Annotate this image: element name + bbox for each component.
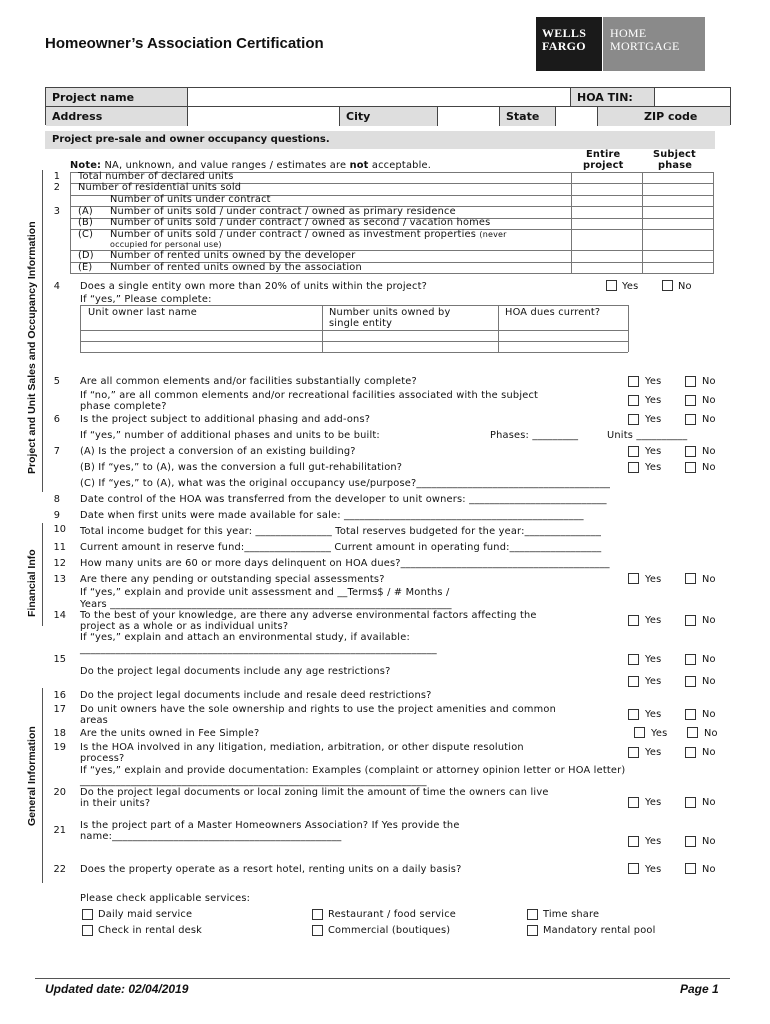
- row-3e: Number of rented units owned by the association: [110, 262, 362, 273]
- q4-th-dues: HOA dues current?: [505, 307, 601, 318]
- q21-yes-label: Yes: [645, 836, 662, 847]
- state-label: State: [500, 107, 556, 126]
- num-22: 22: [53, 864, 66, 875]
- q5-yes-label: Yes: [645, 376, 662, 387]
- wells-fargo-logo: [536, 17, 602, 71]
- q18-no-label: No: [704, 728, 718, 739]
- num-9: 9: [53, 510, 60, 521]
- daily-maid-checkbox[interactable]: [82, 909, 93, 920]
- num-11: 11: [53, 542, 66, 553]
- q20-no-label: No: [702, 797, 716, 808]
- num-21: 21: [53, 825, 66, 836]
- q5-no-label: No: [702, 376, 716, 387]
- q22-no-label: No: [702, 864, 716, 875]
- q20-yes-checkbox[interactable]: [628, 797, 639, 808]
- q13c-text[interactable]: Years ___________________________________________________________________: [80, 599, 452, 610]
- q4-yes-label: Yes: [622, 281, 639, 292]
- q4-sub: If “yes,” Please complete:: [80, 294, 212, 305]
- q21-yes-checkbox[interactable]: [628, 836, 639, 847]
- hoa-tin-field[interactable]: [655, 88, 730, 107]
- q4-no-label: No: [678, 281, 692, 292]
- row-3d: Number of rented units owned by the developer: [110, 250, 356, 261]
- logo-home: HOME: [610, 26, 647, 40]
- state-field[interactable]: [556, 107, 598, 126]
- q7b-yes-label: Yes: [645, 462, 662, 473]
- note-not: not: [349, 160, 369, 171]
- q17-no-label: No: [702, 709, 716, 720]
- q18-no-checkbox[interactable]: [687, 727, 698, 738]
- page-title: Homeowner’s Association Certification: [45, 35, 324, 52]
- num-7: 7: [53, 446, 60, 457]
- q14-no-label: No: [702, 615, 716, 626]
- num-18: 18: [53, 728, 66, 739]
- page-number: Page 1: [680, 982, 719, 996]
- q7b-no-checkbox[interactable]: [685, 462, 696, 473]
- q16-text: Do the project legal documents include and resale deed restrictions?: [80, 690, 432, 701]
- q10-text[interactable]: Total income budget for this year: _______________ Total reserves budgeted for the year:_______________: [80, 526, 602, 537]
- q6-no-label: No: [702, 414, 716, 425]
- num-6: 6: [53, 414, 60, 425]
- address-field[interactable]: [188, 107, 340, 126]
- q9-text[interactable]: Date when first units were made available for sale: _______________________________________________: [80, 510, 584, 521]
- q19-text-2: process?: [80, 753, 125, 764]
- q5b-yes-checkbox[interactable]: [628, 395, 639, 406]
- row-3c-letter: (C): [78, 229, 94, 240]
- q7a-no-checkbox[interactable]: [685, 446, 696, 457]
- num-8: 8: [53, 494, 60, 505]
- q15-yes-checkbox[interactable]: [628, 676, 639, 687]
- row-3d-letter: (D): [78, 250, 94, 261]
- q7a-yes-label: Yes: [645, 446, 662, 457]
- q5b-no-checkbox[interactable]: [685, 395, 696, 406]
- q22-no-checkbox[interactable]: [685, 863, 696, 874]
- num-1: 1: [53, 171, 60, 182]
- daily-maid-label: Daily maid service: [98, 909, 193, 920]
- q22-yes-label: Yes: [645, 864, 662, 875]
- side-label-financial: Financial Info: [26, 549, 38, 617]
- rental-pool-label: Mandatory rental pool: [543, 925, 656, 936]
- updated-date: Updated date: 02/04/2019: [45, 982, 189, 996]
- q14-yes-label: Yes: [645, 615, 662, 626]
- q21-no-checkbox[interactable]: [685, 836, 696, 847]
- q19-text-3: If “yes,” explain and provide documentation: Examples (complaint or attorney opinion letter or HOA letter): [80, 765, 626, 776]
- q7b-yes-checkbox[interactable]: [628, 462, 639, 473]
- q15-no-label: No: [702, 676, 716, 687]
- note-label: Note:: [70, 160, 102, 171]
- project-name-field[interactable]: [188, 88, 571, 107]
- q17-no-checkbox[interactable]: [685, 709, 696, 720]
- num-5: 5: [53, 376, 60, 387]
- q6-text: Is the project subject to additional phasing and add-ons?: [80, 414, 371, 425]
- q5b-no-label: No: [702, 395, 716, 406]
- q17-text-1: Do unit owners have the sole ownership and rights to use the project amenities and common: [80, 704, 557, 715]
- q15-no-checkbox[interactable]: [685, 676, 696, 687]
- q7c-text[interactable]: (C) If “yes,” to (A), what was the original occupancy use/purpose?______________________________________: [80, 478, 611, 489]
- q15a-yes-label: Yes: [645, 654, 662, 665]
- check-in-desk-label: Check in rental desk: [98, 925, 203, 936]
- q15a-yes-checkbox[interactable]: [628, 654, 639, 665]
- q4-text: Does a single entity own more than 20% of units within the project?: [80, 281, 428, 292]
- q19-yes-checkbox[interactable]: [628, 747, 639, 758]
- commercial-checkbox[interactable]: [312, 925, 323, 936]
- q11-text[interactable]: Current amount in reserve fund:_________________ Current amount in operating fund:__________________: [80, 542, 602, 553]
- q4-th-owner: Unit owner last name: [88, 307, 198, 318]
- q20-text-1: Do the project legal documents or local zoning limit the amount of time the owners can live: [80, 787, 549, 798]
- q7a-no-label: No: [702, 446, 716, 457]
- q18-yes-checkbox[interactable]: [634, 727, 645, 738]
- q5b-text-2: phase complete?: [80, 401, 167, 412]
- q15-yes-label: Yes: [645, 676, 662, 687]
- q19-no-checkbox[interactable]: [685, 747, 696, 758]
- num-10: 10: [53, 524, 66, 535]
- hoa-tin-label: HOA TIN:: [571, 88, 655, 107]
- q13-no-label: No: [702, 574, 716, 585]
- q4-th-units-2: single entity: [329, 318, 393, 329]
- row-3a: Number of units sold / under contract / owned as primary residence: [110, 206, 456, 217]
- q20-no-checkbox[interactable]: [685, 797, 696, 808]
- num-17: 17: [53, 704, 66, 715]
- q6-yes-checkbox[interactable]: [628, 414, 639, 425]
- footer-divider: [35, 978, 730, 979]
- q15-text: Do the project legal documents include any age restrictions?: [80, 666, 391, 677]
- num-20: 20: [53, 787, 66, 798]
- q5-text: Are all common elements and/or facilities substantially complete?: [80, 376, 417, 387]
- city-field[interactable]: [438, 107, 500, 126]
- row-1: Total number of declared units: [78, 171, 234, 182]
- q5-no-checkbox[interactable]: [685, 376, 696, 387]
- q12-text[interactable]: How many units are 60 or more days delinquent on HOA dues?_________________________________________: [80, 558, 610, 569]
- commercial-label: Commercial (boutiques): [328, 925, 451, 936]
- q13-yes-label: Yes: [645, 574, 662, 585]
- project-info-table: [45, 87, 731, 125]
- q6-no-checkbox[interactable]: [685, 414, 696, 425]
- note-end: acceptable.: [371, 160, 432, 171]
- q19-line[interactable]: ____________________________________________________________________: [80, 776, 427, 787]
- col-subject-1: Subject: [653, 149, 696, 160]
- q19-text-1: Is the HOA involved in any litigation, mediation, arbitration, or other dispute resolution: [80, 742, 524, 753]
- q13-yes-checkbox[interactable]: [628, 573, 639, 584]
- row-3e-letter: (E): [78, 262, 93, 273]
- q6-units[interactable]: Units __________: [607, 430, 688, 441]
- services-label: Please check applicable services:: [80, 893, 251, 904]
- q18-yes-label: Yes: [651, 728, 668, 739]
- col-entire-1: Entire: [586, 149, 621, 160]
- row-3b-letter: (B): [78, 217, 93, 228]
- q15a-no-label: No: [702, 654, 716, 665]
- q7b-no-label: No: [702, 462, 716, 473]
- q7b-text: (B) If “yes,” to (A), was the conversion a full gut-rehabilitation?: [80, 462, 403, 473]
- num-4: 4: [53, 281, 60, 292]
- restaurant-label: Restaurant / food service: [328, 909, 457, 920]
- q14-line[interactable]: ______________________________________________________________________: [80, 644, 437, 655]
- q5b-text-1: If “no,” are all common elements and/or recreational facilities associated with the subject: [80, 390, 539, 401]
- q17-text-2: areas: [80, 715, 108, 726]
- q13b-text[interactable]: If “yes,” explain and provide unit assessment and __Terms$ / # Months /: [80, 587, 450, 598]
- time-share-label: Time share: [543, 909, 600, 920]
- q14-text-1: To the best of your knowledge, are there any adverse environmental factors affecting the: [80, 610, 537, 621]
- q13-text: Are there any pending or outstanding special assessments?: [80, 574, 385, 585]
- row-2: Number of residential units sold: [78, 182, 242, 193]
- restaurant-checkbox[interactable]: [312, 909, 323, 920]
- q21-text-2[interactable]: name:_____________________________________________: [80, 831, 342, 842]
- num-2: 2: [53, 182, 60, 193]
- num-13: 13: [53, 574, 66, 585]
- side-label-project: Project and Unit Sales and Occupancy Information: [26, 221, 38, 474]
- rental-pool-checkbox[interactable]: [527, 925, 538, 936]
- q5-yes-checkbox[interactable]: [628, 376, 639, 387]
- num-12: 12: [53, 558, 66, 569]
- address-label: Address: [46, 107, 188, 126]
- home-mortgage-logo: [603, 17, 705, 71]
- row-3b: Number of units sold / under contract / owned as second / vacation homes: [110, 217, 491, 228]
- col-subject-2: phase: [658, 160, 693, 171]
- section-heading: Project pre-sale and owner occupancy questions.: [45, 131, 715, 149]
- note: [70, 160, 431, 171]
- q8-text[interactable]: Date control of the HOA was transferred from the developer to unit owners: ___________________________: [80, 494, 607, 505]
- q5b-yes-label: Yes: [645, 395, 662, 406]
- city-label: City: [340, 107, 438, 126]
- q22-yes-checkbox[interactable]: [628, 863, 639, 874]
- q19-yes-label: Yes: [645, 747, 662, 758]
- q21-no-label: No: [702, 836, 716, 847]
- check-in-desk-checkbox[interactable]: [82, 925, 93, 936]
- q14-no-checkbox[interactable]: [685, 615, 696, 626]
- q6-yes-label: Yes: [645, 414, 662, 425]
- logo-fargo: FARGO: [542, 39, 586, 53]
- num-3: 3: [53, 206, 60, 217]
- q14-text-3: If “yes,” explain and attach an environmental study, if available:: [80, 632, 410, 643]
- note-text: NA, unknown, and value ranges / estimates are: [104, 160, 347, 171]
- row-3c: Number of units sold / under contract / owned as investment properties (never: [110, 229, 507, 240]
- q7a-text: (A) Is the project a conversion of an existing building?: [80, 446, 356, 457]
- q15a-no-checkbox[interactable]: [685, 654, 696, 665]
- num-15: 15: [53, 654, 66, 665]
- row-3a-letter: (A): [78, 206, 93, 217]
- q4-no-checkbox[interactable]: [662, 280, 673, 291]
- q14-yes-checkbox[interactable]: [628, 615, 639, 626]
- q20-yes-label: Yes: [645, 797, 662, 808]
- num-19: 19: [53, 742, 66, 753]
- q19-no-label: No: [702, 747, 716, 758]
- col-entire-2: project: [583, 160, 624, 171]
- q6b-text: If “yes,” number of additional phases and units to be built:: [80, 430, 380, 441]
- q13-no-checkbox[interactable]: [685, 573, 696, 584]
- row-2b: Number of units under contract: [110, 194, 271, 205]
- q21-text-1: Is the project part of a Master Homeowners Association? If Yes provide the: [80, 820, 460, 831]
- num-14: 14: [53, 610, 66, 621]
- num-16: 16: [53, 690, 66, 701]
- q7a-yes-checkbox[interactable]: [628, 446, 639, 457]
- time-share-checkbox[interactable]: [527, 909, 538, 920]
- q22-text: Does the property operate as a resort hotel, renting units on a daily basis?: [80, 864, 462, 875]
- row-3c-note: occupied for personal use): [110, 240, 222, 249]
- q4-yes-checkbox[interactable]: [606, 280, 617, 291]
- q14-text-2: project as a whole or as individual units?: [80, 621, 289, 632]
- q6-phases[interactable]: Phases: _________: [490, 430, 579, 441]
- project-name-label: Project name: [46, 88, 188, 107]
- zip-label: ZIP code: [598, 107, 730, 126]
- logo-mortgage: MORTGAGE: [610, 39, 680, 53]
- q18-text: Are the units owned in Fee Simple?: [80, 728, 260, 739]
- logo-wells: WELLS: [542, 26, 587, 40]
- q17-yes-label: Yes: [645, 709, 662, 720]
- side-label-general: General Information: [26, 726, 38, 826]
- q20-text-2: in their units?: [80, 798, 151, 809]
- q17-yes-checkbox[interactable]: [628, 709, 639, 720]
- q4-th-units-1: Number units owned by: [329, 307, 451, 318]
